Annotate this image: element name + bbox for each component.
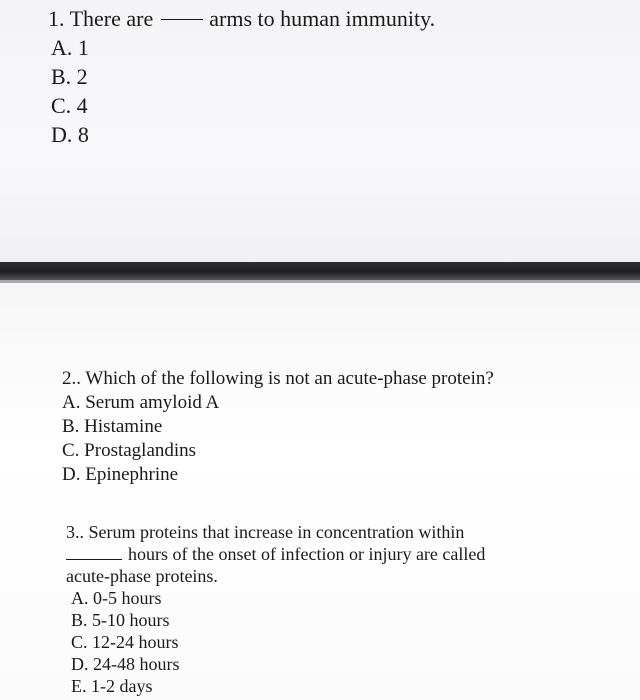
question-2 <box>62 367 494 487</box>
question-1-option-d[interactable]: D. 8 <box>51 122 89 147</box>
question-3-stem-line-2-text: hours of the onset of infection or injury are called <box>128 544 486 564</box>
question-1-option-a[interactable]: A. 1 <box>51 35 89 60</box>
question-3 <box>66 521 485 697</box>
question-1-stem-after: arms to human immunity. <box>209 6 436 31</box>
question-3-stem-line-2 <box>66 543 485 565</box>
question-2-option-b[interactable]: B. Histamine <box>62 416 163 437</box>
question-1-option-c[interactable]: C. 4 <box>51 93 88 118</box>
question-1-stem <box>48 4 435 33</box>
question-1-option-b[interactable]: B. 2 <box>51 64 88 89</box>
question-3-option-a[interactable]: A. 0-5 hours <box>71 588 162 608</box>
question-1-stem-before: 1. There are <box>48 6 154 31</box>
question-3-option-c[interactable]: C. 12-24 hours <box>71 632 179 652</box>
question-2-option-a[interactable]: A. Serum amyloid A <box>62 392 220 413</box>
question-2-stem: 2.. Which of the following is not an acute-phase protein? <box>62 368 494 389</box>
panel-divider <box>0 262 640 280</box>
question-3-stem-line-1: 3.. Serum proteins that increase in concentration within <box>66 522 465 542</box>
answer-blank <box>66 558 122 560</box>
answer-blank <box>161 18 203 20</box>
question-2-option-d[interactable]: D. Epinephrine <box>62 464 179 485</box>
question-3-stem-line-3: acute-phase proteins. <box>66 566 218 586</box>
question-3-option-d[interactable]: D. 24-48 hours <box>71 654 180 674</box>
question-2-option-c[interactable]: C. Prostaglandins <box>62 440 197 461</box>
question-1 <box>48 4 435 149</box>
question-3-option-b[interactable]: B. 5-10 hours <box>71 610 170 630</box>
question-3-option-e[interactable]: E. 1-2 days <box>71 676 153 696</box>
